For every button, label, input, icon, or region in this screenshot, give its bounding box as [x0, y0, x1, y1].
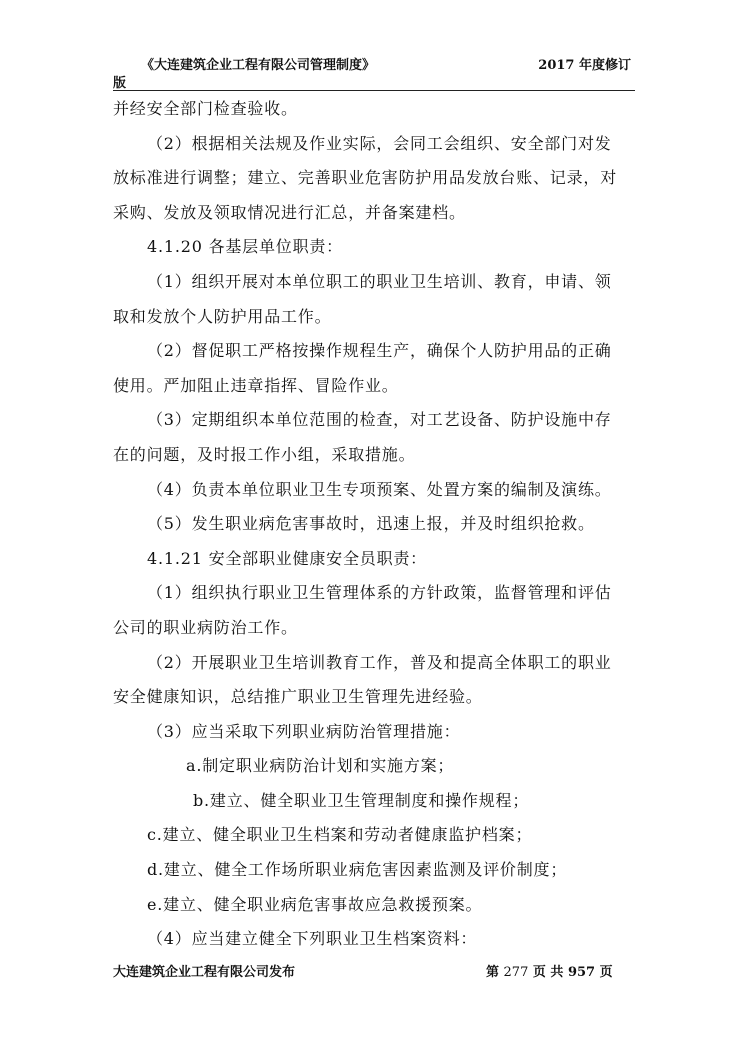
list-item: e.建立、健全职业病危害事故应急救援预案。	[147, 894, 483, 914]
text-line: （1）组织执行职业卫生管理体系的方针政策，监督管理和评估	[147, 583, 612, 603]
text-line: 在的问题，及时报工作小组，采取措施。	[113, 444, 416, 464]
text-line: （3）应当采取下列职业病防治管理措施：	[147, 721, 461, 741]
text-line: （3）定期组织本单位范围的检查，对工艺设备、防护设施中存	[147, 410, 612, 430]
current-page: 277	[503, 965, 529, 980]
publisher-label: 大连建筑企业工程有限公司发布	[113, 965, 296, 980]
text-line: 安全健康知识，总结推广职业卫生管理先进经验。	[113, 687, 483, 707]
text-line: （2）开展职业卫生培训教育工作，普及和提高全体职工的职业	[147, 652, 612, 672]
edition-label: 2017 年度修订	[538, 58, 631, 73]
text-line: 并经安全部门检查验收。	[113, 99, 298, 118]
list-item: c.建立、健全职业卫生档案和劳动者健康监护档案；	[147, 825, 533, 845]
text-line: 公司的职业病防治工作。	[113, 617, 298, 637]
text-line: （5）发生职业病危害事故时，迅速上报，并及时组织抢救。	[147, 514, 595, 534]
page-number	[486, 961, 613, 980]
text-line: （1）组织开展对本单位职工的职业卫生培训、教育，申请、领	[147, 271, 612, 291]
list-item: a.制定职业病防治计划和实施方案；	[186, 756, 455, 776]
edition-label-continued: 版	[113, 76, 127, 91]
page-header	[113, 52, 635, 91]
text-line: （2）根据相关法规及作业实际，会同工会组织、安全部门对发	[147, 133, 612, 153]
text-line: 采购、发放及领取情况进行汇总，并备案建档。	[113, 202, 466, 222]
text-line: （4）负责本单位职业卫生专项预案、处置方案的编制及演练。	[147, 479, 612, 499]
page-footer	[113, 961, 635, 981]
document-body	[113, 92, 635, 957]
text-line: 取和发放个人防护用品工作。	[113, 306, 332, 326]
section-heading: 4.1.20 各基层单位职责：	[147, 237, 343, 257]
document-title: 《大连建筑企业工程有限公司管理制度》	[141, 58, 376, 73]
page-suffix: 页	[595, 965, 613, 980]
page-separator: 页 共	[528, 965, 568, 980]
page-prefix: 第	[486, 965, 504, 980]
text-line: 使用。严加阻止违章指挥、冒险作业。	[113, 375, 399, 395]
text-line: 放标准进行调整；建立、完善职业危害防护用品发放台账、记录，对	[113, 168, 618, 188]
text-line: （2）督促职工严格按操作规程生产，确保个人防护用品的正确	[147, 341, 612, 361]
section-heading: 4.1.21 安全部职业健康安全员职责：	[147, 548, 427, 568]
list-item: b.建立、健全职业卫生管理制度和操作规程；	[193, 790, 530, 810]
list-item: d.建立、健全工作场所职业病危害因素监测及评价制度；	[147, 860, 568, 880]
total-pages: 957	[567, 965, 596, 980]
text-line: （4）应当建立健全下列职业卫生档案资料：	[147, 929, 478, 949]
